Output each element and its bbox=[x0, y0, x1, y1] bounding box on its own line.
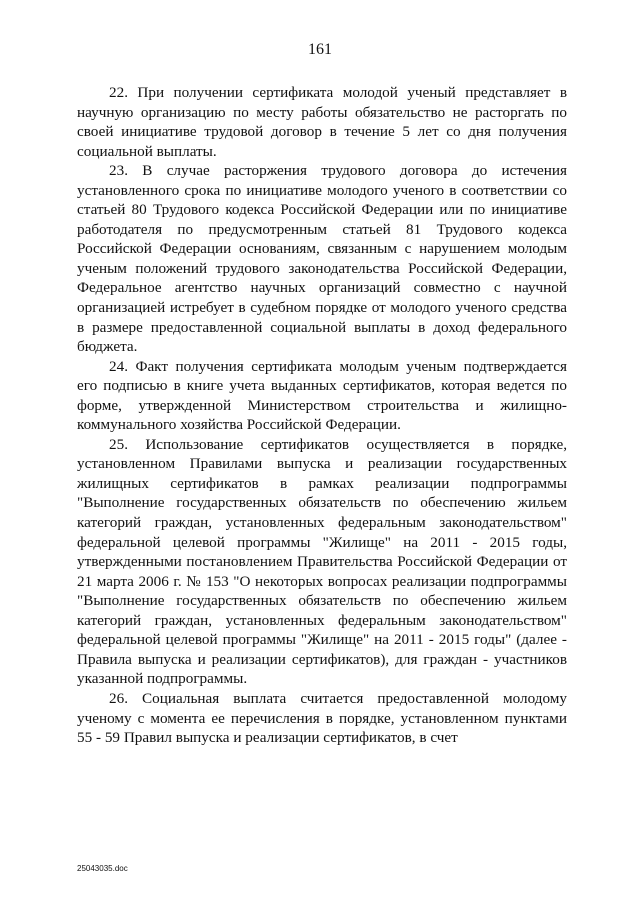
paragraph-23: 23. В случае расторжения трудового договора до истечения установленного срока по инициативе молодого ученого в соответствии со статьей 80 Трудового кодекса Российской Федерации или по инициативе работодателя по предусмотренным статьей 81 Трудового кодекса Российской Федерации основаниям, связанным с нарушением молодым ученым положений трудового законодательства Российской Федерации, Федеральное агентство научных организаций совместно с научной организацией истребует в судебном порядке от молодого ученого средства в размере предоставленной социальной выплаты в доход федерального бюджета. bbox=[77, 162, 567, 356]
document-body bbox=[77, 83, 567, 748]
paragraph-25: 25. Использование сертификатов осуществляется в порядке, установленном Правилами выпуска и реализации государственных жилищных сертификатов в рамках реализации подпрограммы "Выполнение государственных обязательств по обеспечению жильем категорий граждан, установленных федеральным законодательством" федеральной целевой программы "Жилище" на 2011 - 2015 годы, утвержденными постановлением Правительства Российской Федерации от 21 марта 2006 г. № 153 "О некоторых вопросах реализации подпрограммы "Выполнение государственных обязательств по обеспечению жильем категорий граждан, установленных федеральным законодательством" федеральной целевой программы "Жилище" на 2011 - 2015 годы" (далее - Правила выпуска и реализации сертификатов), для граждан - участников указанной подпрограммы. bbox=[77, 435, 567, 688]
paragraph-26: 26. Социальная выплата считается предоставленной молодому ученому с момента ее перечисления в порядке, установленном пунктами 55 - 59 Правил выпуска и реализации сертификатов, в счет bbox=[77, 689, 567, 747]
paragraph-24: 24. Факт получения сертификата молодым ученым подтверждается его подписью в книге учета выданных сертификатов, которая ведется по форме, утвержденной Министерством строительства и жилищно-коммунального хозяйства Российской Федерации. bbox=[77, 357, 567, 434]
paragraph-22: 22. При получении сертификата молодой ученый представляет в научную организацию по месту работы обязательство не расторгать по своей инициативе трудовой договор в течение 5 лет со дня получения социальной выплаты. bbox=[77, 84, 567, 160]
footer-filename: 25043035.doc bbox=[77, 864, 128, 873]
page-number: 161 bbox=[308, 41, 332, 58]
